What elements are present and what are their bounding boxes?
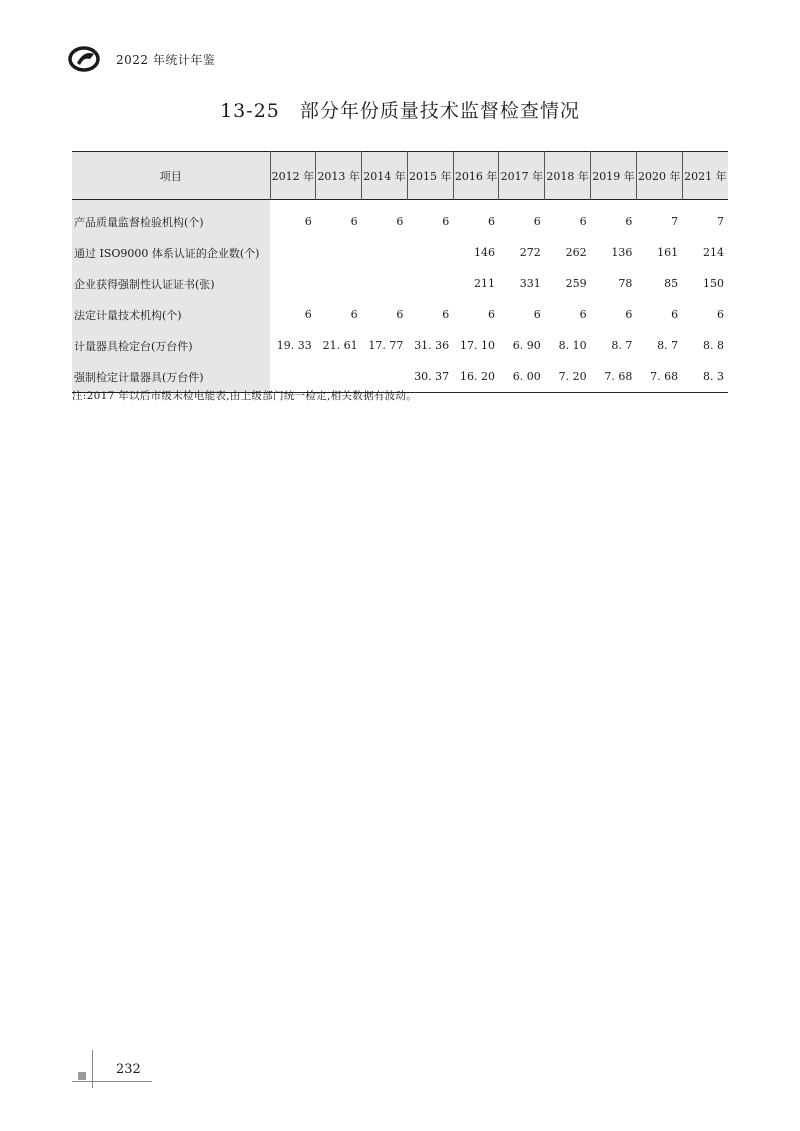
table-body: [72, 200, 728, 393]
table-cell: 6: [304, 308, 312, 321]
table-cell: 6: [350, 308, 358, 321]
table-cell: 6: [625, 215, 633, 228]
table-cell: 6: [625, 308, 633, 321]
page-number: 232: [116, 1062, 141, 1077]
table-cell: 8. 10: [558, 339, 587, 352]
table-title: [0, 96, 800, 123]
table-cell: 272: [519, 246, 541, 259]
table-cell: 146: [473, 246, 495, 259]
table-cell: 6: [487, 308, 495, 321]
table-cell: 6: [350, 215, 358, 228]
table-cell: 6: [533, 215, 541, 228]
statistics-table: [72, 151, 728, 393]
table-cell: 150: [703, 277, 724, 290]
table-cell: [407, 268, 453, 299]
table-cell: [270, 268, 316, 299]
table-cell: 31. 36: [414, 339, 450, 352]
table-cell: [316, 237, 362, 268]
table-header: [72, 152, 728, 200]
book-title: 2022 年统计年鉴: [116, 52, 216, 67]
table-cell: [270, 237, 316, 268]
table-cell: 17. 10: [459, 339, 495, 352]
column-header-year: 2015 年: [407, 152, 453, 200]
table-cell: [362, 268, 408, 299]
column-header-year: 2019 年: [591, 152, 637, 200]
table-row: [72, 200, 728, 238]
table-cell: 6: [487, 215, 495, 228]
footer-divider-vertical: [92, 1050, 93, 1088]
column-header-year: 2021 年: [682, 152, 728, 200]
table-cell: 8. 7: [611, 339, 633, 352]
row-label: 强制检定计量器具(万台件): [72, 361, 270, 393]
table-cell: 78: [618, 277, 633, 290]
table-cell: 136: [611, 246, 633, 259]
table-cell: 8. 7: [657, 339, 679, 352]
table-cell: 6: [533, 308, 541, 321]
footer-square-icon: [78, 1072, 86, 1080]
table-cell: 211: [473, 277, 495, 290]
table-cell: 6: [579, 215, 587, 228]
column-header-item: 项目: [159, 169, 182, 183]
table-cell: 259: [565, 277, 587, 290]
table-cell: 214: [703, 246, 724, 259]
table-cell: 6: [717, 308, 724, 321]
table-header-row: [72, 152, 728, 200]
table-cell: 17. 77: [368, 339, 404, 352]
table-cell: 161: [657, 246, 679, 259]
row-label: 产品质量监督检验机构(个): [72, 200, 270, 238]
table-cell: 16. 20: [459, 370, 495, 383]
column-header-year: 2017 年: [499, 152, 545, 200]
table-note: 注:2017 年以后市级未检电能表,由上级部门统一检定,相关数据有波动。: [72, 390, 418, 402]
table-row: [72, 237, 728, 268]
yearbook-logo-icon: [68, 46, 100, 72]
table-cell: 6. 00: [512, 370, 541, 383]
table-cell: 30. 37: [414, 370, 450, 383]
table-cell: 6. 90: [512, 339, 541, 352]
table-title-text: 部分年份质量技术监督检查情况: [299, 100, 580, 122]
table-cell: 331: [519, 277, 541, 290]
table-cell: 19. 33: [276, 339, 312, 352]
column-header-year: 2014 年: [362, 152, 408, 200]
column-header-year: 2018 年: [545, 152, 591, 200]
table-cell: 21. 61: [322, 339, 358, 352]
table-row: [72, 299, 728, 330]
table-cell: 8. 3: [703, 370, 724, 383]
table-cell: 6: [442, 308, 450, 321]
table-cell: [407, 237, 453, 268]
table-cell: 7: [717, 215, 724, 228]
table-cell: 6: [671, 308, 679, 321]
table-cell: [362, 237, 408, 268]
table-cell: [316, 268, 362, 299]
page-header: [68, 44, 215, 74]
row-label: 计量器具检定台(万台件): [72, 330, 270, 361]
table-cell: 7. 20: [558, 370, 587, 383]
table-cell: 7. 68: [650, 370, 679, 383]
table-cell: 6: [396, 308, 404, 321]
statistics-table-container: [72, 151, 728, 393]
table-cell: 7: [671, 215, 679, 228]
table-cell: 6: [442, 215, 450, 228]
table-row: [72, 268, 728, 299]
row-label: 企业获得强制性认证证书(张): [72, 268, 270, 299]
table-cell: 8. 8: [703, 339, 724, 352]
row-label: 法定计量技术机构(个): [72, 299, 270, 330]
column-header-year: 2013 年: [316, 152, 362, 200]
table-cell: 85: [664, 277, 679, 290]
table-number: 13-25: [220, 100, 280, 122]
footer-divider-horizontal: [72, 1081, 152, 1082]
table-cell: 7. 68: [604, 370, 633, 383]
table-cell: 6: [396, 215, 404, 228]
row-label: 通过 ISO9000 体系认证的企业数(个): [72, 237, 270, 268]
column-header-year: 2016 年: [453, 152, 499, 200]
table-row: [72, 330, 728, 361]
column-header-year: 2012 年: [270, 152, 316, 200]
column-header-year: 2020 年: [636, 152, 682, 200]
table-cell: 6: [304, 215, 312, 228]
table-cell: 6: [579, 308, 587, 321]
table-cell: 262: [565, 246, 587, 259]
